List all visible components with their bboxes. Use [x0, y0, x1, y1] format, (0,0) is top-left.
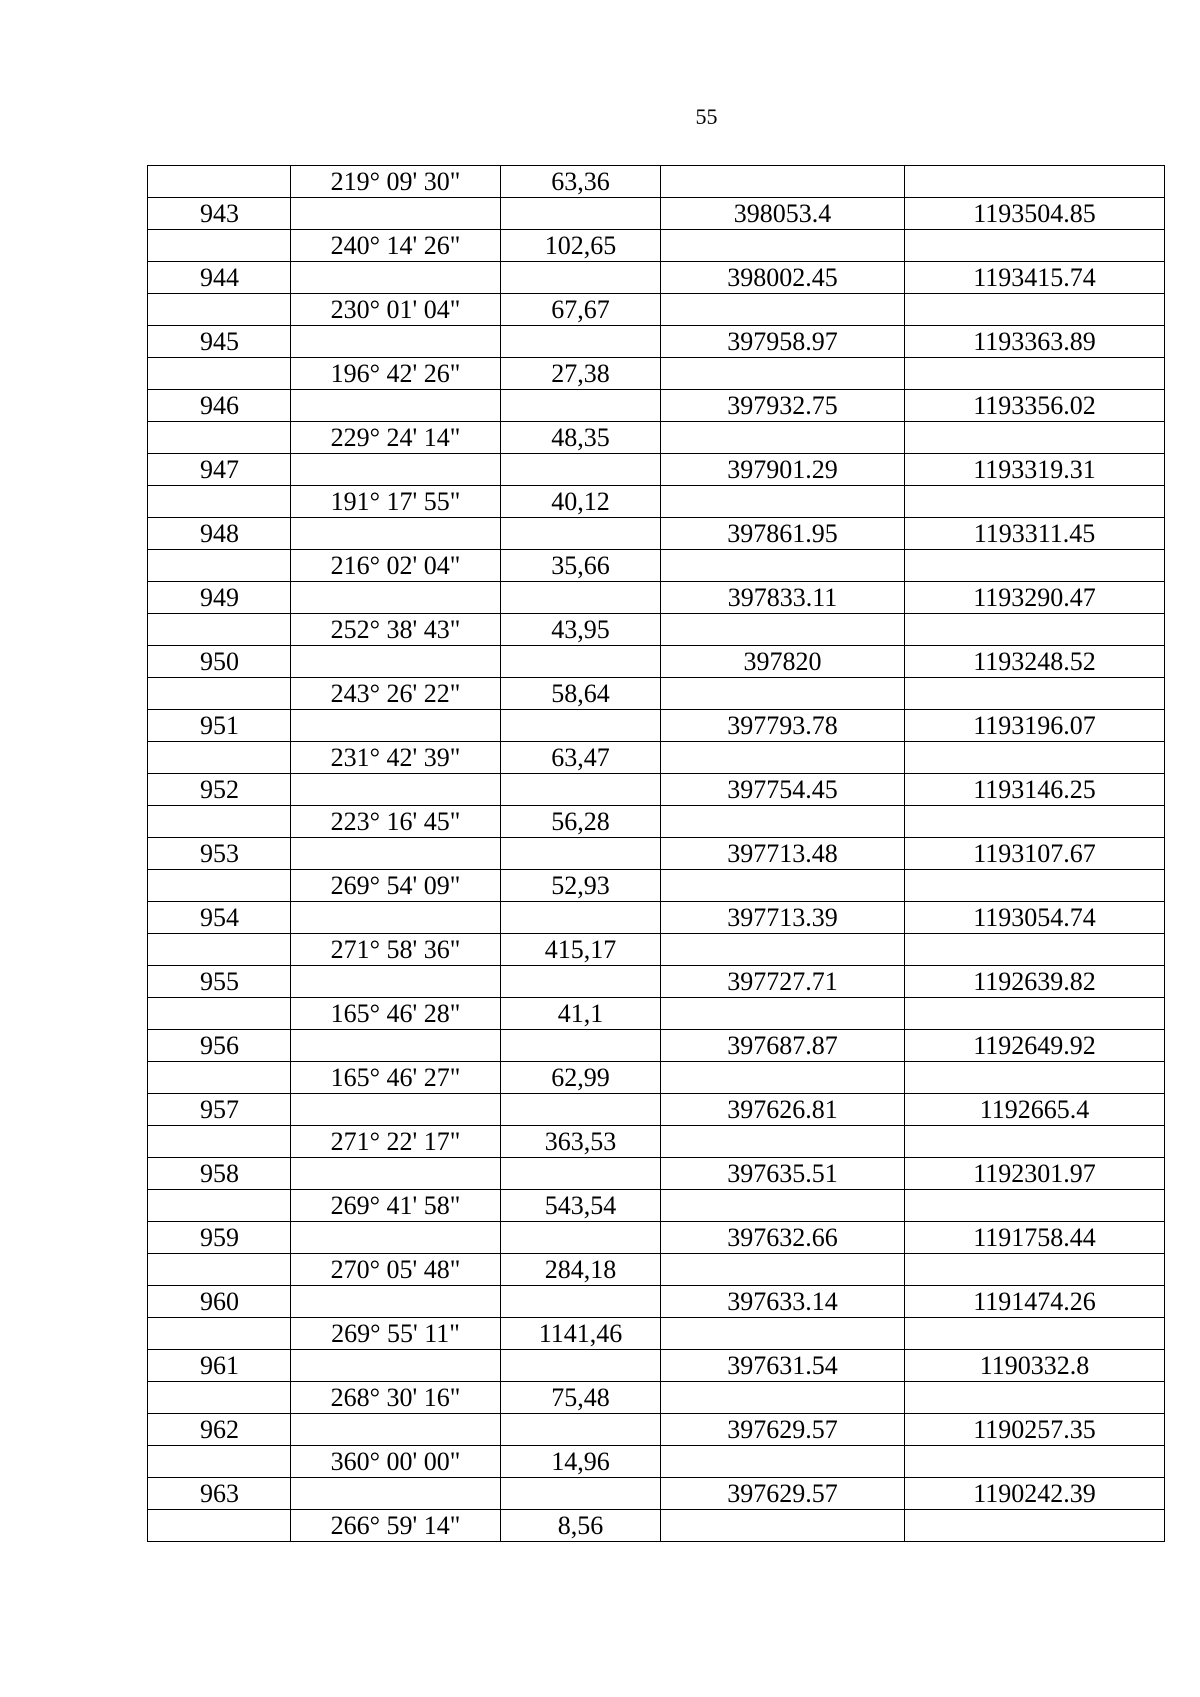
direction-angle-cell	[291, 966, 501, 998]
direction-angle-cell: 231° 42' 39"	[291, 742, 501, 774]
distance-cell: 40,12	[501, 486, 661, 518]
distance-cell: 56,28	[501, 806, 661, 838]
table-row	[148, 1094, 1165, 1126]
point-number-cell	[148, 934, 291, 966]
distance-cell: 8,56	[501, 1510, 661, 1542]
distance-cell: 48,35	[501, 422, 661, 454]
table-row	[148, 614, 1165, 646]
x-coordinate-cell	[661, 166, 905, 198]
distance-cell: 543,54	[501, 1190, 661, 1222]
point-number-cell	[148, 1254, 291, 1286]
table-row	[148, 1446, 1165, 1478]
y-coordinate-cell: 1193415.74	[905, 262, 1165, 294]
direction-angle-cell	[291, 518, 501, 550]
point-number-cell: 944	[148, 262, 291, 294]
direction-angle-cell	[291, 326, 501, 358]
x-coordinate-cell	[661, 550, 905, 582]
table-row	[148, 806, 1165, 838]
table-row	[148, 646, 1165, 678]
table-row	[148, 774, 1165, 806]
direction-angle-cell	[291, 390, 501, 422]
point-number-cell: 951	[148, 710, 291, 742]
y-coordinate-cell: 1192665.4	[905, 1094, 1165, 1126]
point-number-cell: 947	[148, 454, 291, 486]
direction-angle-cell: 196° 42' 26"	[291, 358, 501, 390]
y-coordinate-cell	[905, 678, 1165, 710]
direction-angle-cell: 269° 55' 11"	[291, 1318, 501, 1350]
coordinates-table	[147, 165, 1165, 1542]
x-coordinate-cell	[661, 1446, 905, 1478]
direction-angle-cell	[291, 710, 501, 742]
x-coordinate-cell	[661, 1062, 905, 1094]
point-number-cell	[148, 1190, 291, 1222]
x-coordinate-cell: 397626.81	[661, 1094, 905, 1126]
y-coordinate-cell	[905, 1254, 1165, 1286]
x-coordinate-cell	[661, 230, 905, 262]
point-number-cell: 952	[148, 774, 291, 806]
point-number-cell	[148, 998, 291, 1030]
point-number-cell	[148, 806, 291, 838]
table-row	[148, 678, 1165, 710]
point-number-cell	[148, 486, 291, 518]
y-coordinate-cell: 1193107.67	[905, 838, 1165, 870]
distance-cell	[501, 838, 661, 870]
table-row	[148, 1382, 1165, 1414]
distance-cell: 102,65	[501, 230, 661, 262]
distance-cell	[501, 198, 661, 230]
y-coordinate-cell: 1190257.35	[905, 1414, 1165, 1446]
y-coordinate-cell: 1193504.85	[905, 198, 1165, 230]
direction-angle-cell: 266° 59' 14"	[291, 1510, 501, 1542]
point-number-cell: 953	[148, 838, 291, 870]
table-row	[148, 486, 1165, 518]
table-row	[148, 838, 1165, 870]
point-number-cell: 959	[148, 1222, 291, 1254]
direction-angle-cell: 230° 01' 04"	[291, 294, 501, 326]
x-coordinate-cell: 397793.78	[661, 710, 905, 742]
x-coordinate-cell	[661, 1254, 905, 1286]
x-coordinate-cell: 397713.48	[661, 838, 905, 870]
point-number-cell	[148, 614, 291, 646]
point-number-cell	[148, 550, 291, 582]
point-number-cell	[148, 1126, 291, 1158]
y-coordinate-cell	[905, 1318, 1165, 1350]
direction-angle-cell	[291, 1158, 501, 1190]
distance-cell: 27,38	[501, 358, 661, 390]
y-coordinate-cell: 1192649.92	[905, 1030, 1165, 1062]
x-coordinate-cell: 397820	[661, 646, 905, 678]
distance-cell: 41,1	[501, 998, 661, 1030]
table-row	[148, 1510, 1165, 1542]
table-row	[148, 454, 1165, 486]
x-coordinate-cell	[661, 998, 905, 1030]
distance-cell: 63,36	[501, 166, 661, 198]
distance-cell: 35,66	[501, 550, 661, 582]
distance-cell	[501, 710, 661, 742]
distance-cell	[501, 1414, 661, 1446]
point-number-cell: 943	[148, 198, 291, 230]
y-coordinate-cell	[905, 1510, 1165, 1542]
direction-angle-cell: 270° 05' 48"	[291, 1254, 501, 1286]
table-row	[148, 422, 1165, 454]
point-number-cell	[148, 294, 291, 326]
y-coordinate-cell	[905, 230, 1165, 262]
y-coordinate-cell: 1190242.39	[905, 1478, 1165, 1510]
distance-cell: 415,17	[501, 934, 661, 966]
x-coordinate-cell: 397635.51	[661, 1158, 905, 1190]
x-coordinate-cell: 397901.29	[661, 454, 905, 486]
y-coordinate-cell	[905, 358, 1165, 390]
distance-cell	[501, 1222, 661, 1254]
x-coordinate-cell	[661, 486, 905, 518]
x-coordinate-cell	[661, 1126, 905, 1158]
x-coordinate-cell: 397932.75	[661, 390, 905, 422]
distance-cell: 62,99	[501, 1062, 661, 1094]
x-coordinate-cell: 397629.57	[661, 1478, 905, 1510]
table-row	[148, 198, 1165, 230]
direction-angle-cell: 243° 26' 22"	[291, 678, 501, 710]
direction-angle-cell: 219° 09' 30"	[291, 166, 501, 198]
distance-cell	[501, 966, 661, 998]
table-row	[148, 1030, 1165, 1062]
direction-angle-cell: 268° 30' 16"	[291, 1382, 501, 1414]
direction-angle-cell: 269° 41' 58"	[291, 1190, 501, 1222]
x-coordinate-cell	[661, 1318, 905, 1350]
y-coordinate-cell: 1192639.82	[905, 966, 1165, 998]
table-row	[148, 1062, 1165, 1094]
x-coordinate-cell	[661, 358, 905, 390]
x-coordinate-cell: 397713.39	[661, 902, 905, 934]
point-number-cell	[148, 678, 291, 710]
x-coordinate-cell	[661, 614, 905, 646]
table-row	[148, 582, 1165, 614]
x-coordinate-cell: 397958.97	[661, 326, 905, 358]
direction-angle-cell	[291, 454, 501, 486]
direction-angle-cell: 240° 14' 26"	[291, 230, 501, 262]
distance-cell	[501, 326, 661, 358]
distance-cell	[501, 774, 661, 806]
table-row	[148, 390, 1165, 422]
direction-angle-cell	[291, 646, 501, 678]
direction-angle-cell	[291, 582, 501, 614]
y-coordinate-cell	[905, 1446, 1165, 1478]
y-coordinate-cell: 1191474.26	[905, 1286, 1165, 1318]
direction-angle-cell	[291, 1094, 501, 1126]
point-number-cell	[148, 358, 291, 390]
direction-angle-cell	[291, 1350, 501, 1382]
x-coordinate-cell: 397633.14	[661, 1286, 905, 1318]
table-row	[148, 1350, 1165, 1382]
y-coordinate-cell: 1193363.89	[905, 326, 1165, 358]
x-coordinate-cell: 397629.57	[661, 1414, 905, 1446]
table-row	[148, 1190, 1165, 1222]
distance-cell	[501, 902, 661, 934]
y-coordinate-cell	[905, 806, 1165, 838]
x-coordinate-cell	[661, 742, 905, 774]
y-coordinate-cell	[905, 614, 1165, 646]
x-coordinate-cell	[661, 934, 905, 966]
point-number-cell	[148, 870, 291, 902]
x-coordinate-cell: 397861.95	[661, 518, 905, 550]
point-number-cell: 949	[148, 582, 291, 614]
table-row	[148, 1318, 1165, 1350]
table-row	[148, 1158, 1165, 1190]
distance-cell	[501, 390, 661, 422]
x-coordinate-cell: 397631.54	[661, 1350, 905, 1382]
y-coordinate-cell: 1190332.8	[905, 1350, 1165, 1382]
x-coordinate-cell: 397632.66	[661, 1222, 905, 1254]
point-number-cell	[148, 422, 291, 454]
distance-cell	[501, 1030, 661, 1062]
distance-cell: 52,93	[501, 870, 661, 902]
distance-cell: 75,48	[501, 1382, 661, 1414]
point-number-cell	[148, 742, 291, 774]
x-coordinate-cell: 397727.71	[661, 966, 905, 998]
x-coordinate-cell: 397833.11	[661, 582, 905, 614]
y-coordinate-cell: 1193356.02	[905, 390, 1165, 422]
table-row	[148, 518, 1165, 550]
point-number-cell: 957	[148, 1094, 291, 1126]
x-coordinate-cell	[661, 1190, 905, 1222]
y-coordinate-cell: 1193290.47	[905, 582, 1165, 614]
table-row	[148, 902, 1165, 934]
point-number-cell: 958	[148, 1158, 291, 1190]
point-number-cell: 956	[148, 1030, 291, 1062]
distance-cell: 67,67	[501, 294, 661, 326]
point-number-cell: 962	[148, 1414, 291, 1446]
x-coordinate-cell	[661, 1510, 905, 1542]
x-coordinate-cell: 397687.87	[661, 1030, 905, 1062]
point-number-cell: 948	[148, 518, 291, 550]
y-coordinate-cell	[905, 294, 1165, 326]
x-coordinate-cell: 397754.45	[661, 774, 905, 806]
table-row	[148, 1254, 1165, 1286]
y-coordinate-cell	[905, 934, 1165, 966]
table-row	[148, 1126, 1165, 1158]
distance-cell: 1141,46	[501, 1318, 661, 1350]
x-coordinate-cell	[661, 1382, 905, 1414]
distance-cell: 58,64	[501, 678, 661, 710]
distance-cell	[501, 582, 661, 614]
distance-cell	[501, 1350, 661, 1382]
distance-cell: 284,18	[501, 1254, 661, 1286]
point-number-cell	[148, 166, 291, 198]
direction-angle-cell: 216° 02' 04"	[291, 550, 501, 582]
direction-angle-cell: 271° 22' 17"	[291, 1126, 501, 1158]
distance-cell: 14,96	[501, 1446, 661, 1478]
direction-angle-cell	[291, 1030, 501, 1062]
distance-cell	[501, 1094, 661, 1126]
direction-angle-cell	[291, 1222, 501, 1254]
x-coordinate-cell	[661, 294, 905, 326]
point-number-cell	[148, 1446, 291, 1478]
y-coordinate-cell	[905, 1382, 1165, 1414]
table-row	[148, 294, 1165, 326]
direction-angle-cell: 165° 46' 27"	[291, 1062, 501, 1094]
direction-angle-cell: 360° 00' 00"	[291, 1446, 501, 1478]
x-coordinate-cell	[661, 422, 905, 454]
table-row	[148, 1286, 1165, 1318]
x-coordinate-cell	[661, 678, 905, 710]
distance-cell	[501, 1286, 661, 1318]
table-row	[148, 934, 1165, 966]
direction-angle-cell: 271° 58' 36"	[291, 934, 501, 966]
distance-cell: 43,95	[501, 614, 661, 646]
direction-angle-cell: 223° 16' 45"	[291, 806, 501, 838]
direction-angle-cell	[291, 1414, 501, 1446]
y-coordinate-cell	[905, 166, 1165, 198]
point-number-cell: 963	[148, 1478, 291, 1510]
y-coordinate-cell	[905, 486, 1165, 518]
y-coordinate-cell	[905, 1062, 1165, 1094]
y-coordinate-cell	[905, 1126, 1165, 1158]
table-row	[148, 710, 1165, 742]
point-number-cell: 954	[148, 902, 291, 934]
distance-cell	[501, 454, 661, 486]
direction-angle-cell: 165° 46' 28"	[291, 998, 501, 1030]
point-number-cell: 955	[148, 966, 291, 998]
point-number-cell	[148, 1318, 291, 1350]
table-row	[148, 966, 1165, 998]
table-row	[148, 1222, 1165, 1254]
table-row	[148, 998, 1165, 1030]
y-coordinate-cell: 1193196.07	[905, 710, 1165, 742]
x-coordinate-cell	[661, 870, 905, 902]
point-number-cell: 946	[148, 390, 291, 422]
y-coordinate-cell	[905, 998, 1165, 1030]
point-number-cell	[148, 1382, 291, 1414]
x-coordinate-cell: 398053.4	[661, 198, 905, 230]
direction-angle-cell: 252° 38' 43"	[291, 614, 501, 646]
point-number-cell	[148, 1510, 291, 1542]
distance-cell	[501, 646, 661, 678]
table-row	[148, 358, 1165, 390]
y-coordinate-cell	[905, 1190, 1165, 1222]
table-row	[148, 870, 1165, 902]
direction-angle-cell: 269° 54' 09"	[291, 870, 501, 902]
direction-angle-cell	[291, 902, 501, 934]
y-coordinate-cell: 1193319.31	[905, 454, 1165, 486]
y-coordinate-cell: 1191758.44	[905, 1222, 1165, 1254]
y-coordinate-cell: 1192301.97	[905, 1158, 1165, 1190]
y-coordinate-cell	[905, 742, 1165, 774]
y-coordinate-cell: 1193311.45	[905, 518, 1165, 550]
x-coordinate-cell	[661, 806, 905, 838]
direction-angle-cell	[291, 774, 501, 806]
direction-angle-cell	[291, 838, 501, 870]
direction-angle-cell: 229° 24' 14"	[291, 422, 501, 454]
y-coordinate-cell: 1193248.52	[905, 646, 1165, 678]
point-number-cell: 950	[148, 646, 291, 678]
y-coordinate-cell	[905, 870, 1165, 902]
table-row	[148, 166, 1165, 198]
distance-cell	[501, 1158, 661, 1190]
distance-cell: 63,47	[501, 742, 661, 774]
direction-angle-cell	[291, 1478, 501, 1510]
table-body	[148, 166, 1165, 1542]
direction-angle-cell: 191° 17' 55"	[291, 486, 501, 518]
y-coordinate-cell	[905, 550, 1165, 582]
direction-angle-cell	[291, 1286, 501, 1318]
point-number-cell: 960	[148, 1286, 291, 1318]
y-coordinate-cell	[905, 422, 1165, 454]
distance-cell	[501, 518, 661, 550]
distance-cell	[501, 1478, 661, 1510]
table-row	[148, 1478, 1165, 1510]
table-row	[148, 262, 1165, 294]
table-row	[148, 326, 1165, 358]
table-row	[148, 550, 1165, 582]
page-number: 55	[695, 104, 718, 129]
x-coordinate-cell: 398002.45	[661, 262, 905, 294]
point-number-cell: 961	[148, 1350, 291, 1382]
distance-cell: 363,53	[501, 1126, 661, 1158]
y-coordinate-cell: 1193054.74	[905, 902, 1165, 934]
table-row	[148, 1414, 1165, 1446]
table-row	[148, 230, 1165, 262]
direction-angle-cell	[291, 262, 501, 294]
y-coordinate-cell: 1193146.25	[905, 774, 1165, 806]
direction-angle-cell	[291, 198, 501, 230]
distance-cell	[501, 262, 661, 294]
point-number-cell	[148, 230, 291, 262]
table-row	[148, 742, 1165, 774]
point-number-cell	[148, 1062, 291, 1094]
point-number-cell: 945	[148, 326, 291, 358]
